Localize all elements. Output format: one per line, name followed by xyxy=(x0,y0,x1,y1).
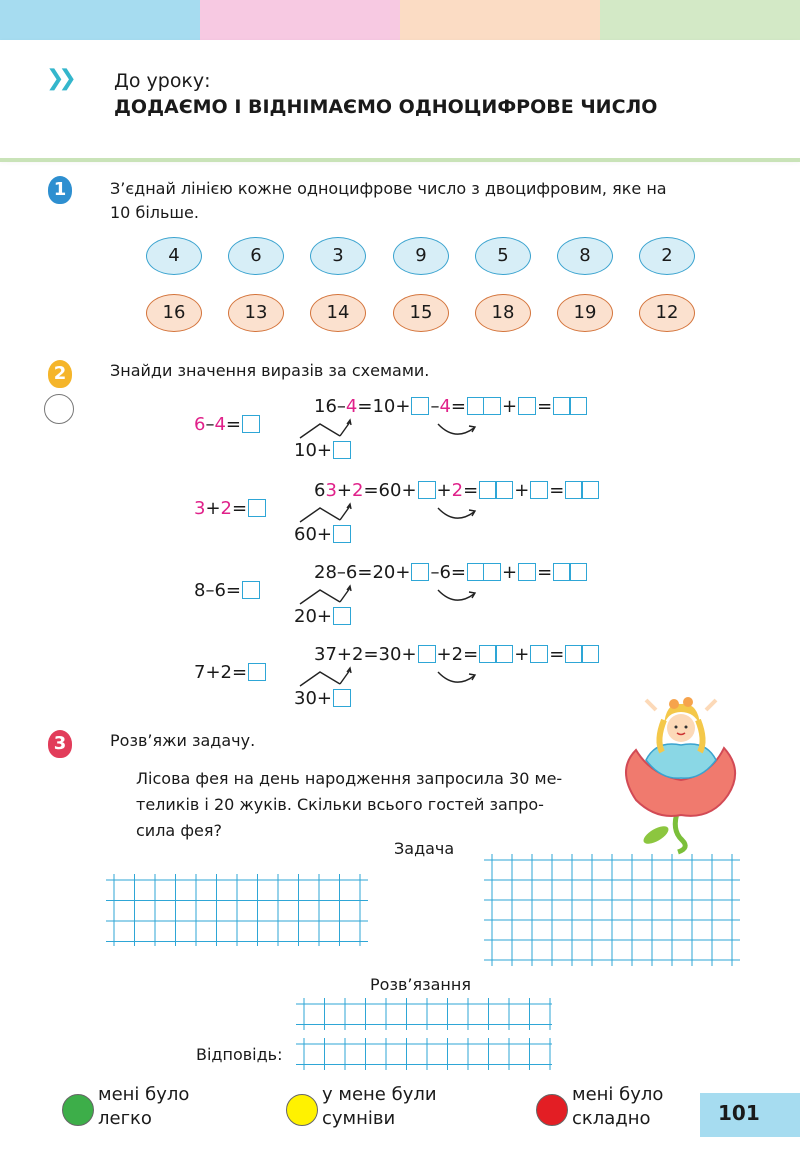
left-eq: = xyxy=(225,580,241,601)
chain-expression-2 xyxy=(314,480,600,501)
label-solution: Розв’язання xyxy=(370,975,471,994)
chain-eq: = xyxy=(463,644,479,665)
main-tens: 1 xyxy=(314,396,326,417)
units-box[interactable] xyxy=(411,563,429,581)
plus-sign: + xyxy=(401,480,417,501)
task-3-text: Розв’яжи задачу. xyxy=(110,731,256,750)
page-number: 101 xyxy=(718,1101,760,1125)
chain-eq: = xyxy=(463,480,479,501)
main-units: 6 xyxy=(325,396,337,417)
split-tens: 10 xyxy=(294,440,317,461)
doubt-line1: у мене були xyxy=(322,1084,437,1105)
left-b: 2 xyxy=(220,498,232,519)
plus-sign-2: + xyxy=(502,562,518,583)
left-a: 3 xyxy=(194,498,206,519)
units-box-2[interactable] xyxy=(530,645,548,663)
main-tens: 2 xyxy=(314,562,326,583)
two-digit-box[interactable] xyxy=(467,397,501,415)
main-units: 7 xyxy=(325,644,337,665)
answer-grid[interactable] xyxy=(296,1038,552,1070)
hard-line1: мені було xyxy=(572,1084,664,1105)
top-band-orange xyxy=(400,0,600,40)
oval-top-3: 3 xyxy=(310,237,366,275)
oval-bottom-4: 15 xyxy=(393,294,449,332)
left-eq: = xyxy=(225,414,241,435)
main-units: 3 xyxy=(325,480,337,501)
left-eq: = xyxy=(232,498,248,519)
fairy-flower-illustration xyxy=(616,690,746,855)
plus-sign-2: + xyxy=(514,480,530,501)
split-plus: + xyxy=(316,440,332,461)
part-b: 4 xyxy=(439,396,451,417)
units-box[interactable] xyxy=(418,645,436,663)
label-task: Задача xyxy=(394,839,455,858)
split-diagram-2 xyxy=(290,500,490,546)
lesson-title: ДОДАЄМО І ВІДНІМАЄМО ОДНОЦИФРОВЕ ЧИСЛО xyxy=(114,96,658,118)
answer-box[interactable] xyxy=(242,415,260,433)
top-band-blue xyxy=(0,0,200,40)
main-op: + xyxy=(336,480,352,501)
double-chevron-icon: ❯❯ xyxy=(46,66,71,91)
chain-eq-2: = xyxy=(549,644,565,665)
oval-bottom-7: 12 xyxy=(639,294,695,332)
problem-line-2: теликів і 20 жуків. Скільки всього гостей запро- xyxy=(136,795,544,814)
main-eq: = xyxy=(357,396,373,417)
grid-right[interactable] xyxy=(484,854,740,966)
left-expression-4 xyxy=(194,662,267,683)
oval-top-4: 9 xyxy=(393,237,449,275)
oval-bottom-2: 13 xyxy=(228,294,284,332)
result-box[interactable] xyxy=(565,645,599,663)
lesson-prefix: До уроку: xyxy=(114,70,211,92)
task-1-text-line2: 10 більше. xyxy=(110,203,199,222)
problem-line-1: Лісова фея на день народження запросила 30 ме- xyxy=(136,769,563,788)
self-check-circle[interactable] xyxy=(44,394,74,424)
task-2-text: Знайди значення виразів за схемами. xyxy=(110,361,430,380)
part-b: 2 xyxy=(451,480,464,501)
result-box[interactable] xyxy=(553,397,587,415)
answer-box[interactable] xyxy=(248,663,266,681)
answer-box[interactable] xyxy=(242,581,260,599)
problem-line-3: сила фея? xyxy=(136,821,222,840)
split-diagram-4 xyxy=(290,664,490,710)
doubt-line2: сумніви xyxy=(322,1108,396,1129)
units-box[interactable] xyxy=(418,481,436,499)
main-op: – xyxy=(336,396,346,417)
doubt-circle[interactable] xyxy=(286,1094,318,1126)
plus-sign: + xyxy=(395,396,411,417)
main-eq: = xyxy=(363,644,379,665)
main-b: 4 xyxy=(345,396,358,417)
main-op: + xyxy=(336,644,352,665)
chain-expression-1 xyxy=(314,396,588,417)
main-eq: = xyxy=(363,480,379,501)
task-2-badge: 2 xyxy=(48,360,72,388)
part-tens: 60 xyxy=(378,480,402,501)
hard-circle[interactable] xyxy=(536,1094,568,1126)
result-box[interactable] xyxy=(553,563,587,581)
oval-top-6: 8 xyxy=(557,237,613,275)
split-diagram-3 xyxy=(290,582,490,628)
chain-eq: = xyxy=(450,562,466,583)
left-expression-3 xyxy=(194,580,261,601)
oval-bottom-6: 19 xyxy=(557,294,613,332)
part-op: – xyxy=(430,562,440,583)
oval-bottom-1: 16 xyxy=(146,294,202,332)
oval-top-2: 6 xyxy=(228,237,284,275)
part-op: + xyxy=(436,644,452,665)
chain-eq-2: = xyxy=(537,396,553,417)
left-a: 7 xyxy=(194,662,206,683)
split-tens: 20 xyxy=(294,606,317,627)
two-digit-box[interactable] xyxy=(479,481,513,499)
plus-sign: + xyxy=(395,562,411,583)
header-divider xyxy=(0,158,800,162)
plus-sign-2: + xyxy=(502,396,518,417)
part-b: 2 xyxy=(451,644,464,665)
chain-expression-3 xyxy=(314,562,588,583)
units-box-2[interactable] xyxy=(518,563,536,581)
left-op: + xyxy=(205,498,221,519)
part-tens: 10 xyxy=(372,396,396,417)
top-band-pink xyxy=(200,0,400,40)
left-a: 6 xyxy=(194,414,206,435)
split-diagram-1 xyxy=(290,416,490,462)
main-tens: 6 xyxy=(314,480,326,501)
units-box-2[interactable] xyxy=(530,481,548,499)
left-expression-1 xyxy=(194,414,261,435)
hard-line2: складно xyxy=(572,1108,651,1129)
main-op: – xyxy=(336,562,346,583)
left-op: – xyxy=(205,414,215,435)
left-expression-2 xyxy=(194,498,267,519)
chain-eq-2: = xyxy=(537,562,553,583)
split-tens: 30 xyxy=(294,688,317,709)
split-plus: + xyxy=(316,524,332,545)
part-tens: 20 xyxy=(372,562,396,583)
grid-left[interactable] xyxy=(106,874,368,946)
oval-top-1: 4 xyxy=(146,237,202,275)
part-b: 6 xyxy=(439,562,451,583)
task-1-text-line1: З’єднай лінією кожне одноцифрове число з двоцифровим, яке на xyxy=(110,179,667,198)
left-op: – xyxy=(205,580,215,601)
main-tens: 3 xyxy=(314,644,326,665)
answer-box[interactable] xyxy=(248,499,266,517)
chain-expression-4 xyxy=(314,644,600,665)
units-box-2[interactable] xyxy=(518,397,536,415)
left-b: 4 xyxy=(214,414,226,435)
main-b: 2 xyxy=(352,480,364,501)
part-op: – xyxy=(430,396,440,417)
result-box[interactable] xyxy=(565,481,599,499)
main-b: 2 xyxy=(352,644,364,665)
chain-eq: = xyxy=(450,396,466,417)
split-plus: + xyxy=(316,606,332,627)
easy-line2: легко xyxy=(98,1108,152,1129)
main-units: 8 xyxy=(325,562,337,583)
chain-eq-2: = xyxy=(549,480,565,501)
top-band-green xyxy=(600,0,800,40)
task-3-badge: 3 xyxy=(48,730,72,758)
left-eq: = xyxy=(232,662,248,683)
solution-grid[interactable] xyxy=(296,998,552,1030)
left-b: 6 xyxy=(214,580,226,601)
left-a: 8 xyxy=(194,580,206,601)
easy-circle[interactable] xyxy=(62,1094,94,1126)
plus-sign-2: + xyxy=(514,644,530,665)
part-tens: 30 xyxy=(378,644,402,665)
task-1-badge: 1 xyxy=(48,176,72,204)
oval-bottom-3: 14 xyxy=(310,294,366,332)
oval-top-7: 2 xyxy=(639,237,695,275)
two-digit-box[interactable] xyxy=(479,645,513,663)
left-b: 2 xyxy=(220,662,232,683)
label-answer: Відповідь: xyxy=(196,1045,283,1064)
two-digit-box[interactable] xyxy=(467,563,501,581)
oval-top-5: 5 xyxy=(475,237,531,275)
split-plus: + xyxy=(316,688,332,709)
units-box[interactable] xyxy=(411,397,429,415)
easy-line1: мені було xyxy=(98,1084,190,1105)
split-tens: 60 xyxy=(294,524,317,545)
main-b: 6 xyxy=(345,562,358,583)
plus-sign: + xyxy=(401,644,417,665)
part-op: + xyxy=(436,480,452,501)
left-op: + xyxy=(205,662,221,683)
main-eq: = xyxy=(357,562,373,583)
oval-bottom-5: 18 xyxy=(475,294,531,332)
